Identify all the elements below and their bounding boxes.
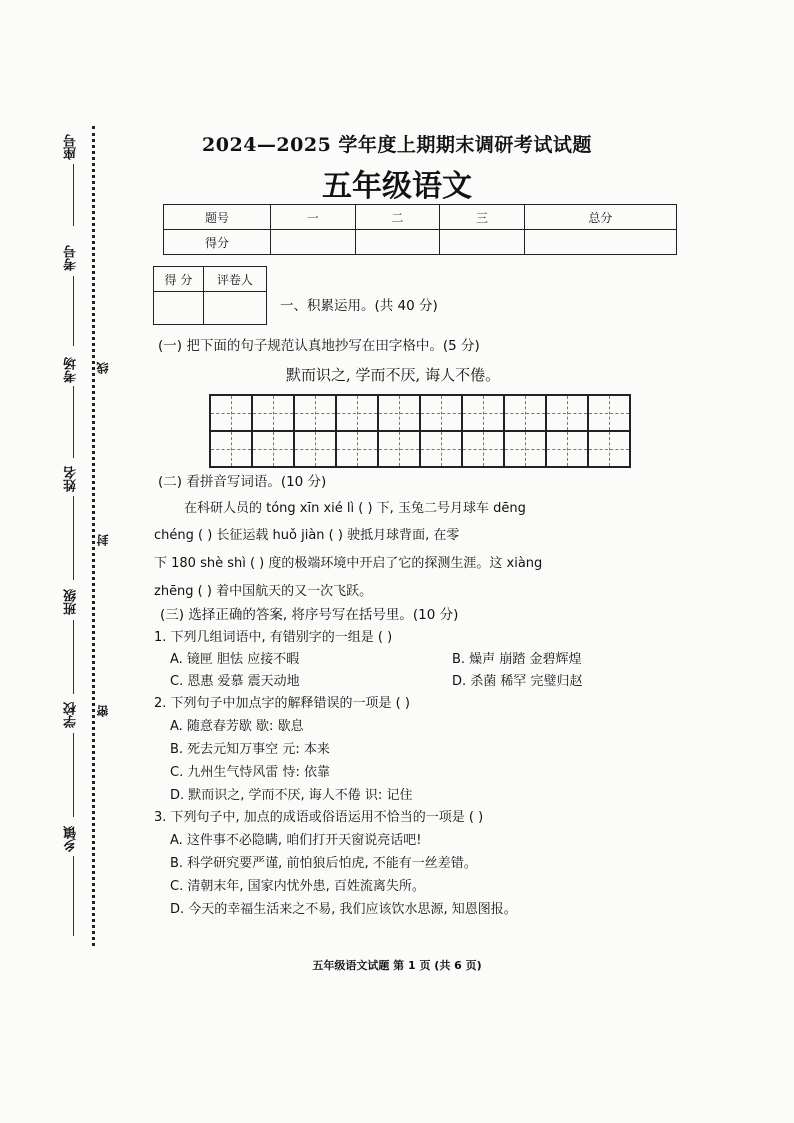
score-table: [163, 204, 677, 255]
grader-name-cell[interactable]: [203, 292, 266, 325]
score-cell[interactable]: [524, 230, 676, 255]
score-table-score-row: [164, 230, 677, 255]
class-blank[interactable]: [73, 620, 74, 694]
copy-sentence: 默而识之, 学而不厌, 诲人不倦。: [286, 366, 501, 384]
q2-option-c[interactable]: C. 九州生气恃风雷 恃: 依靠: [170, 765, 330, 780]
grid-cell[interactable]: [504, 395, 546, 431]
seal-mi-char: 密: [96, 705, 110, 717]
grid-cell[interactable]: [420, 395, 462, 431]
grid-cell[interactable]: [252, 431, 294, 467]
exam-room-label: 考场: [64, 357, 79, 383]
q3-option-d[interactable]: D. 今天的幸福生活来之不易, 我们应该饮水思源, 知恩图报。: [170, 902, 517, 917]
grid-cell[interactable]: [294, 395, 336, 431]
seal-line-char: 线: [96, 362, 110, 374]
header-cell: 二: [355, 205, 440, 230]
seat-number-label: 座号: [64, 134, 79, 160]
tianzige-writing-grid[interactable]: [209, 394, 631, 468]
grid-cell[interactable]: [210, 395, 252, 431]
q2-option-a[interactable]: A. 随意春芳歇 歇: 歇息: [170, 719, 304, 734]
question-2: 2. 下列句子中加点字的解释错误的一项是 ( ): [154, 696, 410, 711]
q1-option-b[interactable]: B. 燥声 崩踏 金碧辉煌: [452, 652, 582, 667]
seal-feng-char: 封: [96, 534, 110, 546]
grid-cell[interactable]: [336, 431, 378, 467]
grid-cell[interactable]: [588, 431, 630, 467]
town-blank[interactable]: [73, 856, 74, 936]
grid-cell[interactable]: [336, 395, 378, 431]
town-label: 乡镇: [64, 826, 79, 852]
pinyin-line-3: 下 180 shè shì ( ) 度的极端环境中开启了它的探测生涯。这 xiàng: [154, 556, 543, 571]
grid-cell[interactable]: [252, 395, 294, 431]
candidate-number-blank[interactable]: [73, 276, 74, 346]
grid-cell[interactable]: [420, 431, 462, 467]
grid-cell[interactable]: [546, 395, 588, 431]
q3-option-a[interactable]: A. 这件事不必隐瞒, 咱们打开天窗说亮话吧!: [170, 833, 422, 848]
question-1: 1. 下列几组词语中, 有错别字的一组是 ( ): [154, 630, 393, 645]
score-cell[interactable]: [355, 230, 440, 255]
grid-cell[interactable]: [294, 431, 336, 467]
grader-score-label: 得 分: [154, 267, 204, 292]
pinyin-line-4: zhēng ( ) 着中国航天的又一次飞跃。: [154, 584, 373, 599]
school-label: 学校: [64, 702, 79, 728]
part-2-heading: (二) 看拼音写词语。(10 分): [158, 474, 327, 490]
candidate-number-label: 考号: [64, 245, 79, 271]
q1-option-c[interactable]: C. 恩惠 爱慕 震天动地: [170, 674, 300, 689]
grid-cell[interactable]: [588, 395, 630, 431]
score-cell[interactable]: [440, 230, 525, 255]
part-3-heading: (三) 选择正确的答案, 将序号写在括号里。(10 分): [160, 607, 459, 623]
q3-option-b[interactable]: B. 科学研究要严谨, 前怕狼后怕虎, 不能有一丝差错。: [170, 856, 477, 871]
grader-score-cell[interactable]: [154, 292, 204, 325]
name-label: 姓名: [64, 466, 79, 492]
q1-option-d[interactable]: D. 杀菌 稀罕 完璧归赵: [452, 674, 583, 689]
grid-cell[interactable]: [210, 431, 252, 467]
grader-name-label: 评卷人: [203, 267, 266, 292]
score-cell[interactable]: [271, 230, 356, 255]
section-1-heading: 一、积累运用。(共 40 分): [280, 298, 438, 314]
q3-option-c[interactable]: C. 清朝末年, 国家内忧外患, 百姓流离失所。: [170, 879, 425, 894]
exam-title: 2024—2025 学年度上期期末调研考试试题: [202, 134, 592, 156]
header-cell: 总分: [524, 205, 676, 230]
subject-title: 五年级语文: [322, 169, 472, 204]
question-3: 3. 下列句子中, 加点的成语或俗语运用不恰当的一项是 ( ): [154, 810, 484, 825]
q2-option-b[interactable]: B. 死去元知万事空 元: 本来: [170, 742, 330, 757]
exam-room-blank[interactable]: [73, 386, 74, 458]
school-blank[interactable]: [73, 733, 74, 817]
grid-cell[interactable]: [546, 431, 588, 467]
score-row-label: 得分: [164, 230, 271, 255]
grid-cell[interactable]: [462, 431, 504, 467]
score-table-header-row: [164, 205, 677, 230]
pinyin-line-1: 在科研人员的 tóng xīn xié lì ( ) 下, 玉兔二号月球车 dēng: [184, 501, 526, 516]
q1-option-a[interactable]: A. 镜匣 胆怯 应接不暇: [170, 652, 300, 667]
grid-cell[interactable]: [462, 395, 504, 431]
header-cell: 一: [271, 205, 356, 230]
class-label: 班级: [64, 589, 79, 615]
header-cell: 三: [440, 205, 525, 230]
page-footer: 五年级语文试题 第 1 页 (共 6 页): [312, 959, 482, 972]
name-blank[interactable]: [73, 496, 74, 580]
grid-cell[interactable]: [378, 431, 420, 467]
header-cell: 题号: [164, 205, 271, 230]
q2-option-d[interactable]: D. 默而识之, 学而不厌, 诲人不倦 识: 记住: [170, 788, 413, 803]
part-1-heading: (一) 把下面的句子规范认真地抄写在田字格中。(5 分): [158, 338, 480, 354]
grader-box: [153, 266, 267, 325]
pinyin-line-2: chéng ( ) 长征运载 huǒ jiàn ( ) 驶抵月球背面, 在零: [154, 528, 460, 543]
grid-cell[interactable]: [378, 395, 420, 431]
grid-cell[interactable]: [504, 431, 546, 467]
